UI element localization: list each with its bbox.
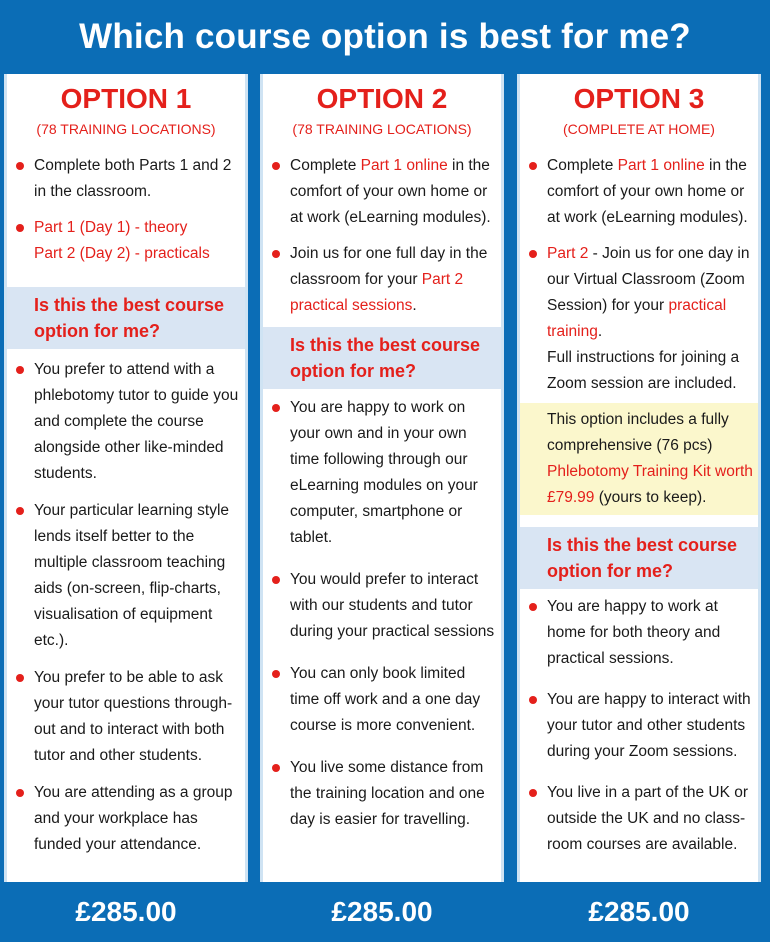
bullet-icon: [529, 603, 537, 611]
option-3-points: [520, 153, 758, 397]
list-item: Part 2 - Join us for one day in our Virtual Classroom (Zoom Session) for your practical training. Full instructions for joining a Zoom session are included.: [520, 241, 758, 397]
list-item: You are attending as a group and your workplace has funded your attendance.: [7, 780, 245, 858]
option-1-price: £285.00: [75, 896, 177, 927]
option-1-reasons: [7, 357, 245, 858]
page-title: Which course option is best for me?: [79, 17, 691, 56]
option-2-price: £285.00: [331, 896, 433, 927]
kit-info-box: This option includes a fully comprehensive (76 pcs) Phlebotomy Training Kit worth £79.99 (yours to keep).: [520, 403, 758, 515]
list-item: Your particular learning style lends itself better to the multiple classroom teaching aids (on-screen, flip-charts, visualisation of equipment etc.).: [7, 498, 245, 654]
option-subtitle: (78 TRAINING LOCATIONS): [36, 121, 216, 137]
list-item: Complete Part 1 online in the comfort of your own home or at work (eLearning modules).: [263, 153, 501, 231]
list-item: You are happy to interact with your tutor and other students during your Zoom sessions.: [520, 687, 758, 765]
question-box: Is this the best course option for me?: [520, 527, 758, 589]
bullet-icon: [272, 764, 280, 772]
bullet-icon: [272, 162, 280, 170]
bullet-icon: [16, 789, 24, 797]
bullet-icon: [16, 674, 24, 682]
option-3-column: [517, 74, 761, 882]
bullet-icon: [272, 576, 280, 584]
list-item: You are happy to work at home for both theory and practical sessions.: [520, 594, 758, 672]
list-item: You prefer to attend with a phlebotomy tutor to guide you and complete the course alongside other like-minded students.: [7, 357, 245, 487]
list-item: You can only book limited time off work and a one day course is more convenient.: [263, 661, 501, 739]
list-item: Part 1 (Day 1) - theory Part 2 (Day 2) - practicals: [7, 215, 245, 267]
bullet-icon: [16, 162, 24, 170]
bullet-icon: [272, 670, 280, 678]
option-1-points: [7, 153, 245, 267]
option-3-reasons: [520, 594, 758, 858]
question-box: Is this the best course option for me?: [7, 287, 245, 349]
list-item: You are happy to work on your own and in your own time following through our eLearning modules on your computer, smartphone or tablet.: [263, 395, 501, 551]
bullet-icon: [272, 404, 280, 412]
list-item: You live in a part of the UK or outside the UK and no class-room courses are available.: [520, 780, 758, 858]
bullet-icon: [16, 366, 24, 374]
question-box: Is this the best course option for me?: [263, 327, 501, 389]
bullet-icon: [529, 789, 537, 797]
option-title: OPTION 1: [60, 83, 192, 114]
list-item: Complete both Parts 1 and 2 in the classroom.: [7, 153, 245, 205]
list-item: You live some distance from the training location and one day is easier for travelling.: [263, 755, 501, 833]
list-item: Complete Part 1 online in the comfort of your own home or at work (eLearning modules).: [520, 153, 758, 231]
bullet-icon: [529, 162, 537, 170]
bullet-icon: [16, 224, 24, 232]
option-2-reasons: [263, 395, 501, 833]
bullet-icon: [16, 507, 24, 515]
option-1-column: [4, 74, 248, 882]
list-item: You prefer to be able to ask your tutor questions through-out and to interact with both tutor and other students.: [7, 665, 245, 769]
option-3-price: £285.00: [588, 896, 690, 927]
list-item: You would prefer to interact with our students and tutor during your practical sessions: [263, 567, 501, 645]
option-subtitle: (78 TRAINING LOCATIONS): [292, 121, 472, 137]
option-2-points: [263, 153, 501, 319]
bullet-icon: [272, 250, 280, 258]
bullet-icon: [529, 696, 537, 704]
option-2-column: [260, 74, 504, 882]
option-title: OPTION 2: [316, 83, 448, 114]
list-item: Join us for one full day in the classroom for your Part 2 practical sessions.: [263, 241, 501, 319]
option-title: OPTION 3: [573, 83, 705, 114]
option-subtitle: (COMPLETE AT HOME): [563, 121, 715, 137]
bullet-icon: [529, 250, 537, 258]
